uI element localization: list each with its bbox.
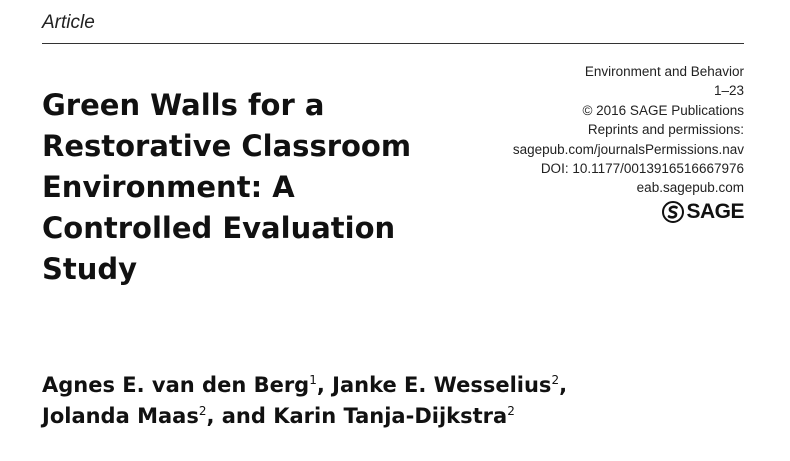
header-rule — [42, 43, 744, 44]
affiliation-marker: 2 — [507, 404, 515, 418]
reprints-label: Reprints and permissions: — [587, 122, 744, 138]
affiliation-marker: 2 — [198, 404, 207, 418]
affiliation-marker: 2 — [551, 373, 560, 387]
author-name: Jolanda Maas — [42, 404, 199, 428]
author-list — [42, 370, 567, 432]
author-separator: , and — [206, 404, 274, 428]
copyright-notice: © 2016 SAGE Publications — [582, 102, 744, 118]
sage-logo-text: SAGE — [686, 200, 744, 223]
doi[interactable]: DOI: 10.1177/0013916516667976 — [540, 161, 744, 177]
journal-info — [513, 62, 744, 198]
journal-site-link[interactable]: eab.sagepub.com — [636, 180, 744, 196]
title-line: Restorative Classroom — [42, 129, 412, 163]
sage-logo — [662, 200, 744, 224]
page-range: 1–23 — [713, 83, 744, 99]
permissions-link[interactable]: sagepub.com/journalsPermissions.nav — [512, 141, 744, 157]
sage-swirl-icon — [662, 201, 684, 223]
journal-name: Environment and Behavior — [584, 64, 744, 79]
author-name: Agnes E. van den Berg — [42, 373, 310, 397]
author-name: Janke E. Wesselius — [332, 373, 552, 397]
article-type-label: Article — [42, 12, 95, 33]
author-name: Karin Tanja-Dijkstra — [273, 404, 508, 428]
title-line: Green Walls for a — [42, 88, 325, 122]
author-separator: , — [316, 373, 333, 397]
affiliation-marker: 1 — [309, 373, 317, 387]
article-title — [42, 85, 462, 290]
title-line: Controlled Evaluation — [42, 211, 396, 245]
author-separator: , — [559, 373, 568, 397]
title-line: Environment: A — [42, 170, 295, 204]
title-line: Study — [42, 252, 138, 286]
